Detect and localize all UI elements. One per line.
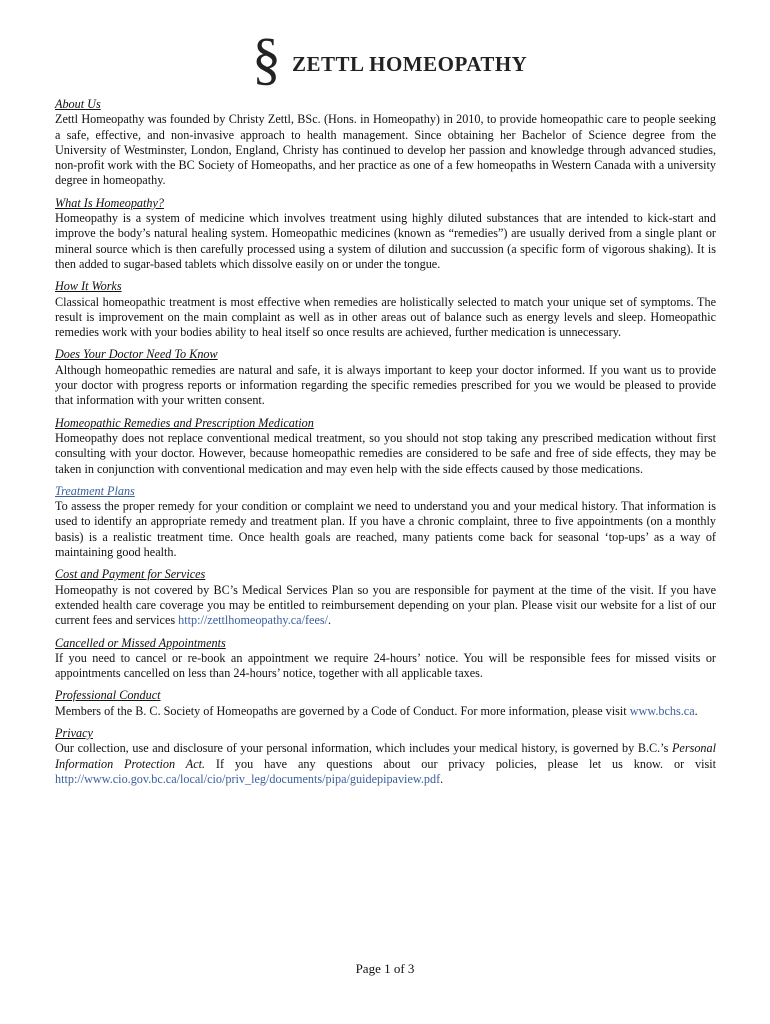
bchs-link[interactable]: www.bchs.ca <box>629 703 695 718</box>
section-body-cancelled: If you need to cancel or re-book an appointment we require 24-hours’ notice. You will be responsible fees for missed visits or appointments cancelled on less than 24-hours’ notice, together with all applicable taxes. <box>55 650 716 681</box>
privacy-end: . <box>440 771 444 786</box>
section-body-doctor: Although homeopathic remedies are natural and safe, it is always important to keep your doctor informed. If you want us to provide your doctor with progress reports or information regarding the specific remedies prescribed for you we would be pleased to provide that information with your written consent. <box>55 362 716 408</box>
section-heading-about: About Us <box>55 97 101 111</box>
section-privacy <box>55 726 716 787</box>
section-body-privacy <box>55 741 716 787</box>
privacy-guide-link[interactable]: http://www.cio.gov.bc.ca/local/cio/priv_leg/documents/pipa/guidepipaview.pdf <box>55 771 441 786</box>
section-how-it-works <box>55 279 716 340</box>
privacy-act-title: Personal Information Protection Act. <box>55 741 716 771</box>
section-body-what-is-homeopathy: Homeopathy is a system of medicine which involves treatment using highly diluted substances that are intended to kick-start and improve the body’s natural healing system. Homeopathic medicines (known as “remedies”) are usually derived from a single plant or mineral source which is then carefully processed using a system of dilution and succussion (a specific form of vigorous shaking). It is then added to sugar-based tablets which dissolve easily on or under the tongue. <box>55 211 716 271</box>
section-heading-prescription: Homeopathic Remedies and Prescription Medication <box>55 415 314 430</box>
section-what-is-homeopathy <box>55 196 716 272</box>
section-mark-logo-icon: § <box>252 26 281 91</box>
section-treatment-plans <box>55 484 716 560</box>
section-body-how-it-works: Classical homeopathic treatment is most effective when remedies are holistically selected to match your unique set of symptoms. The result is improvement on the main complaint as well as in other areas out of balance such as energy levels and sleep. Homeopathic remedies work with your bodies ability to heal itself so once results are achieved, further medication is unnecessary. <box>55 294 716 340</box>
section-body-cost <box>55 583 716 629</box>
section-heading-treatment-plans: Treatment Plans <box>55 483 135 498</box>
document-body <box>55 97 716 794</box>
privacy-text-start: Our collection, use and disclosure of your personal information, which includes your medical history, is governed by B.C.’s <box>55 741 672 756</box>
conduct-end: . <box>694 703 698 718</box>
section-heading-what-is-homeopathy: What Is Homeopathy? <box>55 195 164 210</box>
logo <box>0 26 770 92</box>
fees-link[interactable]: http://zettlhomeopathy.ca/fees/ <box>178 613 328 628</box>
section-heading-how-it-works: How It Works <box>55 279 122 294</box>
section-heading-doctor: Does Your Doctor Need To Know <box>55 347 218 362</box>
section-heading-cost: Cost and Payment for Services <box>55 567 206 582</box>
section-heading-cancelled: Cancelled or Missed Appointments <box>55 635 226 650</box>
section-heading-conduct: Professional Conduct <box>55 688 161 703</box>
section-cost <box>55 567 716 628</box>
section-body-treatment-plans: To assess the proper remedy for your condition or complaint we need to understand you and your medical history. That information is used to identify an appropriate remedy and treatment plan. If you have a chronic complaint, three to five appointments (on a monthly basis) is a realistic treatment time. Once health goals are reached, many patients come back for seasonal ‘top-ups’ as a way of maintaining good health. <box>55 499 716 560</box>
conduct-text: Members of the B. C. Society of Homeopaths are governed by a Code of Conduct. For more information, please visit <box>55 703 630 718</box>
section-about <box>55 97 716 189</box>
cost-text: Homeopathy is not covered by BC’s Medical Services Plan so you are responsible for payment at the time of the visit. If you have extended health care coverage you may be entitled to reimbursement depending on your plan. Please visit our website for a list of our current fees and services <box>55 582 716 628</box>
section-body-about: Zettl Homeopathy was founded by Christy Zettl, BSc. (Hons. in Homeopathy) in 2010, to provide homeopathic care to people seeking a safe, effective, and non-invasive approach to health management. Since obtaining her Bachelor of Science degree from the University of Westminster, London, England, Christy has continued to develop her passion and knowledge through advanced studies, non-profit work with the BC Society of Homeopaths, and her practice as one of a few homeopaths in Western Canada with a university degree in homeopathy. <box>55 112 716 188</box>
section-conduct <box>55 688 716 719</box>
section-doctor <box>55 347 716 408</box>
privacy-text-mid: If you have any questions about our privacy policies, please let us know. or visit <box>205 756 716 771</box>
section-body-conduct <box>55 704 716 719</box>
page-number: Page 1 of 3 <box>355 961 415 976</box>
section-heading-privacy: Privacy <box>55 725 93 740</box>
cost-end: . <box>327 613 332 628</box>
logo-text: ZETTL HOMEOPATHY <box>292 52 528 76</box>
section-prescription <box>55 416 716 477</box>
section-body-prescription: Homeopathy does not replace conventional medical treatment, so you should not stop taking any prescribed medication without first consulting with your doctor. However, because homeopathic remedies are considered to be safe and free of side effects, they may be taken in conjunction with conventional medication and may even help with the side effects caused by those medications. <box>55 430 716 476</box>
section-cancelled <box>55 636 716 682</box>
